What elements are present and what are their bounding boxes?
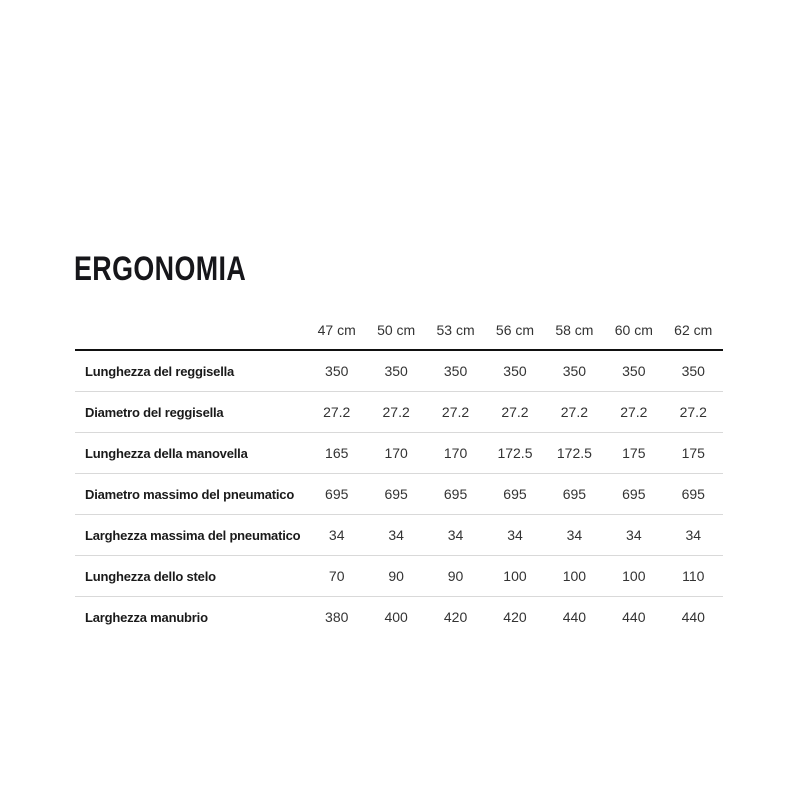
- spec-value-cell: 110: [682, 568, 705, 584]
- spec-value-cell: 350: [622, 363, 646, 379]
- spec-value-cell: 34: [507, 527, 523, 543]
- spec-value-cell: 27.2: [679, 404, 707, 420]
- spec-row: [75, 515, 723, 556]
- size-header-cell: 50 cm: [377, 321, 416, 338]
- spec-label: Diametro del reggisella: [85, 404, 224, 420]
- spec-label: Larghezza manubrio: [85, 609, 208, 625]
- spec-value-cell: 34: [626, 527, 642, 543]
- spec-label: Diametro massimo del pneumatico: [85, 486, 295, 502]
- spec-value-cell: 420: [443, 609, 468, 625]
- ergonomics-table: [75, 310, 723, 637]
- spec-value-cell: 350: [384, 363, 408, 379]
- spec-value-cell: 100: [622, 568, 646, 584]
- spec-value-cell: 172.5: [556, 445, 592, 461]
- spec-value-cell: 350: [503, 363, 527, 379]
- spec-value-cell: 695: [562, 486, 587, 502]
- size-header-cell: 58 cm: [555, 321, 594, 338]
- size-header-cell: 56 cm: [495, 321, 535, 338]
- spec-value-cell: 34: [685, 527, 702, 543]
- spec-value-cell: 90: [388, 568, 404, 584]
- spec-value-cell: 100: [503, 568, 527, 584]
- spec-value-cell: 380: [325, 609, 349, 625]
- spec-value-cell: 175: [681, 445, 705, 461]
- spec-value-cell: 695: [681, 486, 705, 502]
- spec-value-cell: 440: [562, 609, 587, 625]
- spec-value-cell: 34: [447, 527, 464, 543]
- spec-row: [75, 433, 723, 474]
- spec-value-cell: 170: [443, 445, 468, 461]
- spec-value-cell: 695: [622, 486, 646, 502]
- spec-value-cell: 695: [325, 486, 349, 502]
- page-title: ERGONOMIA: [74, 250, 247, 288]
- spec-row: [75, 351, 723, 392]
- spec-value-cell: 27.2: [620, 404, 648, 420]
- spec-row: [75, 474, 723, 515]
- spec-value-cell: 34: [566, 527, 583, 543]
- spec-value-cell: 27.2: [501, 404, 529, 420]
- size-header-cell: 47 cm: [317, 321, 356, 338]
- spec-value-cell: 350: [562, 363, 587, 379]
- spec-value-cell: 165: [325, 445, 349, 461]
- spec-value-cell: 440: [681, 609, 705, 625]
- spec-value-cell: 172.5: [497, 445, 533, 461]
- spec-value-cell: 440: [622, 609, 646, 625]
- spec-value-cell: 170: [384, 445, 408, 461]
- spec-value-cell: 350: [681, 363, 705, 379]
- spec-value-cell: 350: [443, 363, 468, 379]
- spec-value-cell: 90: [447, 568, 464, 584]
- spec-value-cell: 100: [562, 568, 587, 584]
- spec-value-cell: 34: [388, 527, 404, 543]
- spec-value-cell: 695: [443, 486, 468, 502]
- spec-row: [75, 556, 723, 597]
- spec-value-cell: 175: [622, 445, 646, 461]
- spec-value-cell: 400: [384, 609, 408, 625]
- spec-label: Larghezza massima del pneumatico: [85, 527, 301, 543]
- spec-value-cell: 27.2: [441, 404, 470, 420]
- table-body: [75, 351, 723, 637]
- size-header-cell: 62 cm: [674, 321, 713, 338]
- spec-value-cell: 695: [503, 486, 527, 502]
- size-header-cell: 60 cm: [614, 321, 653, 338]
- spec-label: Lunghezza dello stelo: [85, 568, 216, 584]
- spec-label: Lunghezza del reggisella: [85, 363, 235, 379]
- size-header-row: [75, 310, 723, 351]
- spec-value-cell: 27.2: [560, 404, 589, 420]
- spec-value-cell: 27.2: [382, 404, 410, 420]
- spec-label: Lunghezza della manovella: [85, 445, 248, 461]
- spec-value-cell: 27.2: [323, 404, 351, 420]
- spec-value-cell: 34: [328, 527, 345, 543]
- size-header-cell: 53 cm: [436, 321, 475, 338]
- spec-row: [75, 597, 723, 637]
- spec-row: [75, 392, 723, 433]
- spec-value-cell: 70: [328, 568, 345, 584]
- spec-value-cell: 420: [503, 609, 527, 625]
- spec-value-cell: 695: [384, 486, 408, 502]
- spec-value-cell: 350: [325, 363, 349, 379]
